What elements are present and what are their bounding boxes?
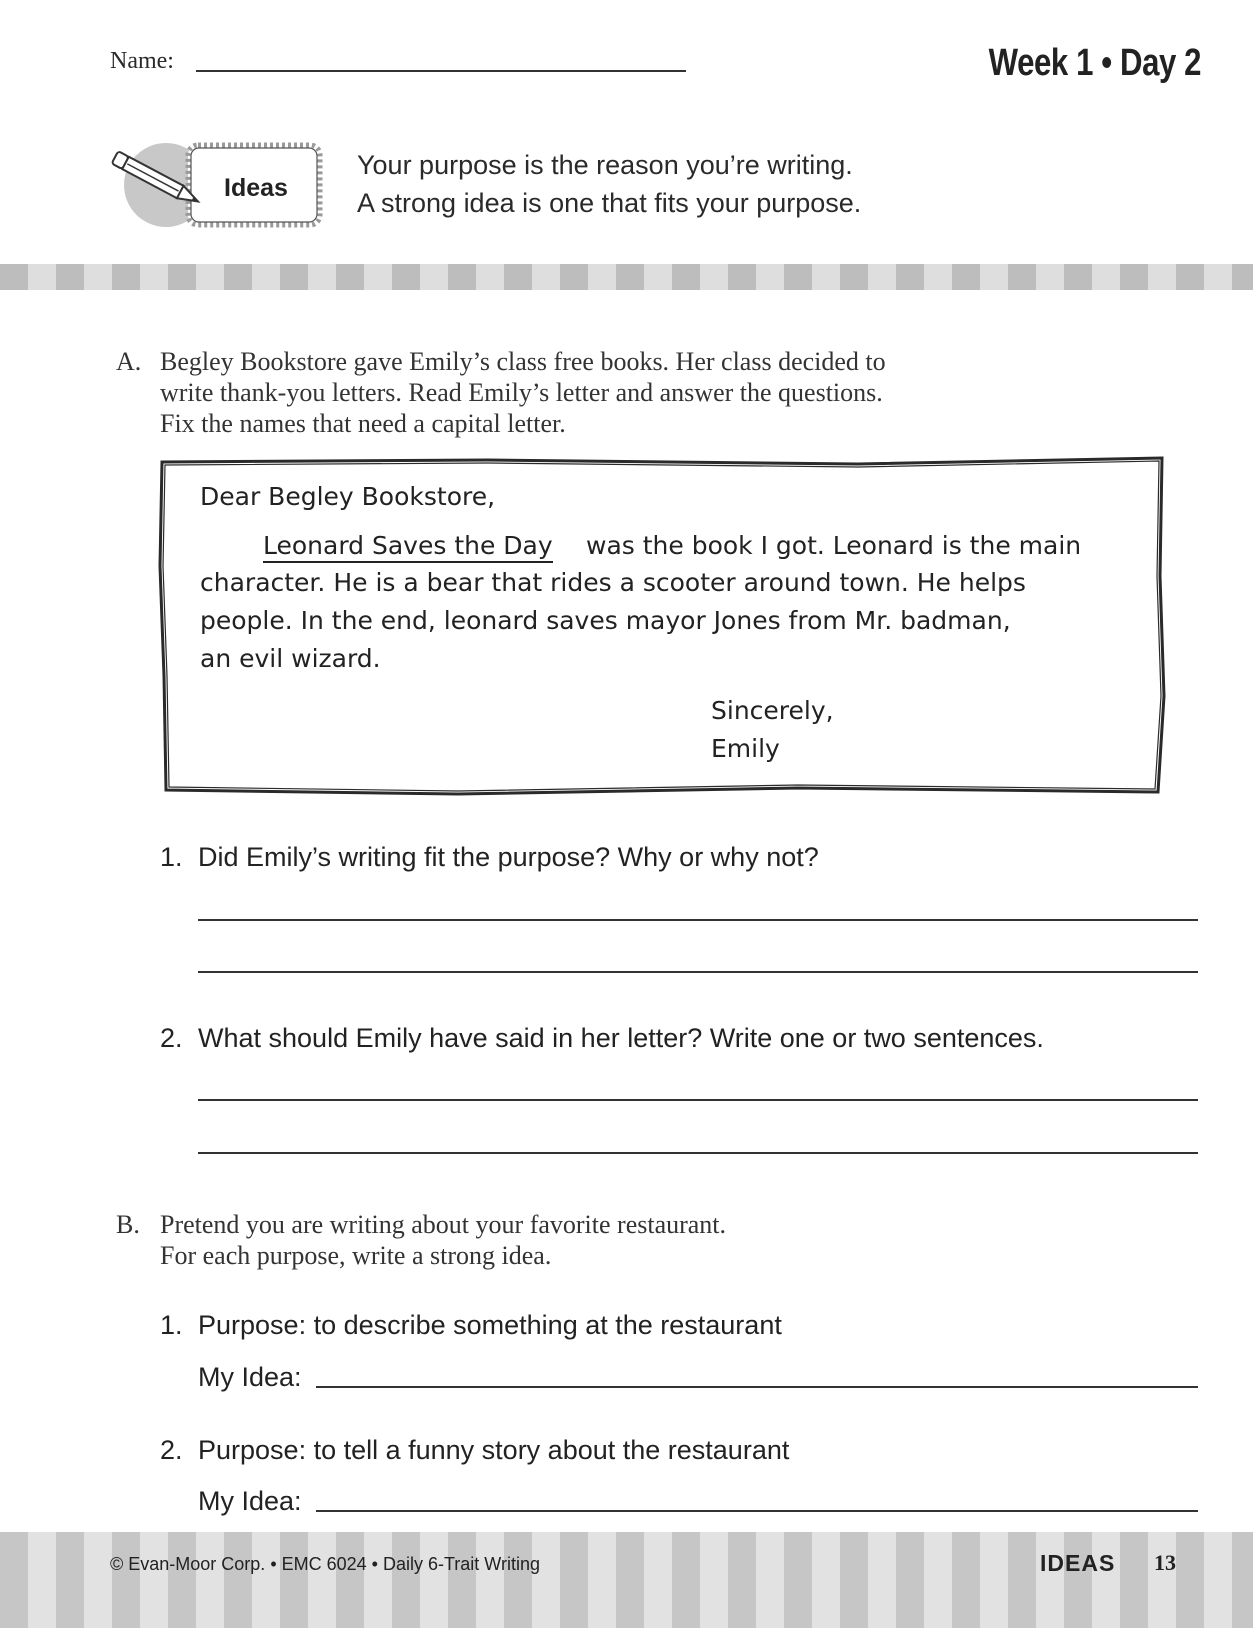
item-number: 1. [160, 1310, 183, 1340]
section-b-marker: B. [116, 1210, 140, 1239]
idea-answer-line[interactable] [316, 1386, 1198, 1388]
letter-body-line: people. In the end, leonard saves mayor Jones from Mr. badman, [200, 606, 1011, 635]
section-b-instruction-line: For each purpose, write a strong idea. [160, 1241, 552, 1270]
name-label: Name: [110, 48, 174, 74]
my-idea-label: My Idea: [198, 1486, 302, 1516]
footer-credit: © Evan-Moor Corp. • EMC 6024 • Daily 6-Trait Writing [110, 1554, 540, 1574]
question-text: What should Emily have said in her letter? Write one or two sentences. [198, 1023, 1044, 1053]
letter-body-line: an evil wizard. [200, 644, 381, 673]
purpose-text: Purpose: to describe something at the restaurant [198, 1310, 782, 1340]
tip-line-1: Your purpose is the reason you’re writing. [357, 150, 853, 180]
section-a-instruction-line: Fix the names that need a capital letter. [160, 409, 566, 438]
answer-line[interactable] [198, 971, 1198, 973]
footer-trait-label: IDEAS [1040, 1550, 1116, 1576]
page-number: 13 [1154, 1550, 1176, 1575]
idea-answer-line[interactable] [316, 1510, 1198, 1512]
section-a-instruction-line: Begley Bookstore gave Emily’s class free books. Her class decided to [160, 347, 886, 376]
letter-signature: Emily [711, 734, 780, 763]
section-b-instruction-line: Pretend you are writing about your favorite restaurant. [160, 1210, 727, 1239]
purpose-text: Purpose: to tell a funny story about the restaurant [198, 1435, 790, 1465]
question-number: 2. [160, 1023, 183, 1053]
item-number: 2. [160, 1435, 183, 1465]
answer-line[interactable] [198, 1152, 1198, 1154]
letter-closing: Sincerely, [711, 696, 834, 725]
letter-greeting: Dear Begley Bookstore, [200, 482, 496, 511]
my-idea-label: My Idea: [198, 1362, 302, 1392]
tip-line-2: A strong idea is one that fits your purpose. [357, 188, 862, 218]
section-a-instruction-line: write thank-you letters. Read Emily’s letter and answer the questions. [160, 378, 883, 407]
letter-body-line: was the book I got. Leonard is the main [586, 531, 1082, 560]
section-a-marker: A. [116, 347, 142, 376]
letter-body-line: character. He is a bear that rides a scooter around town. He helps [200, 568, 1026, 597]
ideas-badge [108, 140, 336, 240]
week-day-title: Week 1 • Day 2 [988, 42, 1201, 84]
answer-line[interactable] [198, 919, 1198, 921]
question-number: 1. [160, 842, 183, 872]
letter-book-title: Leonard Saves the Day [263, 531, 553, 563]
question-text: Did Emily’s writing fit the purpose? Why or why not? [198, 842, 819, 872]
name-field[interactable] [196, 70, 686, 72]
footer-stripe-band [0, 1532, 1253, 1628]
header-stripe-divider [0, 264, 1253, 290]
badge-label: Ideas [224, 174, 288, 202]
answer-line[interactable] [198, 1099, 1198, 1101]
